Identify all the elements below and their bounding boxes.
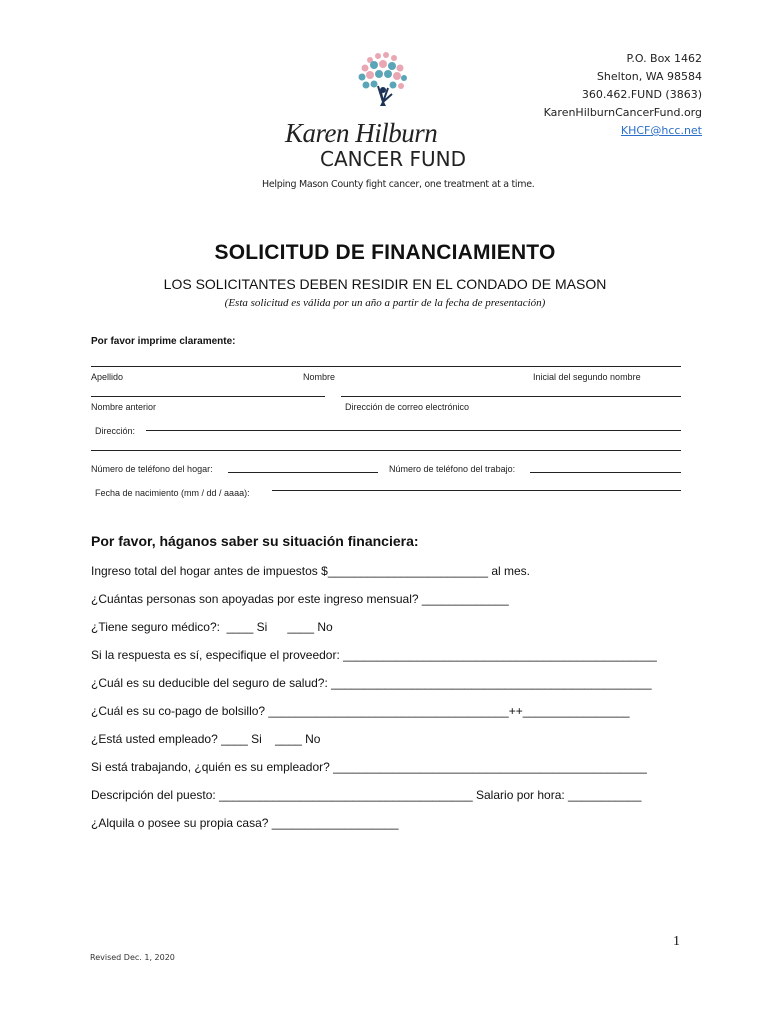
address-city: Shelton, WA 98584	[596, 70, 702, 83]
address-website: KarenHilburnCancerFund.org	[543, 106, 702, 119]
dependents-question[interactable]: ¿Cuántas personas son apoyadas por este ingreso mensual? _____________	[91, 592, 509, 606]
work-phone-line[interactable]	[530, 472, 681, 473]
insurance-provider-question[interactable]: Si la respuesta es sí, especifique el proveedor: _______________________________________________	[91, 648, 657, 662]
last-name-label: Apellido	[91, 372, 124, 382]
birth-date-line[interactable]	[272, 490, 681, 491]
email-link[interactable]: KHCF@hcc.net	[620, 124, 702, 137]
address-label: Dirección:	[95, 426, 136, 436]
logo	[250, 50, 535, 200]
previous-name-label: Nombre anterior	[91, 402, 157, 412]
job-description-question[interactable]: Descripción del puesto: ______________________________________ Salario por hora: ___________	[91, 788, 642, 802]
previous-name-line[interactable]	[91, 396, 325, 397]
address-po-box: P.O. Box 1462	[626, 52, 702, 65]
page-number: 1	[673, 934, 680, 949]
housing-question[interactable]: ¿Alquila o posee su propia casa? ___________________	[91, 816, 399, 830]
deductible-question[interactable]: ¿Cuál es su deducible del seguro de salud?: ________________________________________________	[91, 676, 652, 690]
revised-date: Revised Dec. 1, 2020	[90, 953, 175, 962]
logo-tagline: Helping Mason County fight cancer, one treatment at a time.	[262, 179, 535, 190]
work-phone-label: Número de teléfono del trabajo:	[389, 464, 516, 474]
email-label: Dirección de correo electrónico	[345, 402, 470, 412]
home-phone-label: Número de teléfono del hogar:	[91, 464, 213, 474]
print-clearly-instruction: Por favor imprime claramente:	[91, 336, 236, 347]
address-line-2[interactable]	[91, 450, 681, 451]
page-title: SOLICITUD DE FINANCIAMIENTO	[214, 241, 556, 264]
employer-question[interactable]: Si está trabajando, ¿quién es su empleador? _______________________________________________	[91, 760, 647, 774]
address-line-1[interactable]	[146, 430, 681, 431]
first-name-label: Nombre	[303, 372, 336, 382]
validity-note: (Esta solicitud es válida por un año a partir de la fecha de presentación)	[224, 297, 546, 309]
page-subtitle: LOS SOLICITANTES DEBEN RESIDIR EN EL CONDADO DE MASON	[163, 276, 607, 292]
logo-name-line1: Karen Hilburn	[285, 118, 438, 148]
name-line[interactable]	[91, 366, 681, 367]
copay-question[interactable]: ¿Cuál es su co-pago de bolsillo? ____________________________________++________________	[91, 704, 630, 718]
address-block	[544, 50, 702, 140]
financial-heading: Por favor, háganos saber su situación financiera:	[91, 533, 419, 549]
logo-name-line2: CANCER FUND	[320, 147, 466, 171]
income-question[interactable]: Ingreso total del hogar antes de impuestos $________________________ al mes.	[91, 564, 531, 578]
home-phone-line[interactable]	[228, 472, 378, 473]
birth-date-label: Fecha de nacimiento (mm / dd / aaaa):	[95, 488, 250, 498]
employed-question[interactable]: ¿Está usted empleado? ____ Si ____ No	[91, 732, 321, 746]
insurance-question[interactable]: ¿Tiene seguro médico?: ____ Si ____ No	[91, 620, 333, 634]
email-line[interactable]	[341, 396, 681, 397]
middle-initial-label: Inicial del segundo nombre	[533, 372, 641, 382]
address-phone: 360.462.FUND (3863)	[581, 88, 702, 101]
